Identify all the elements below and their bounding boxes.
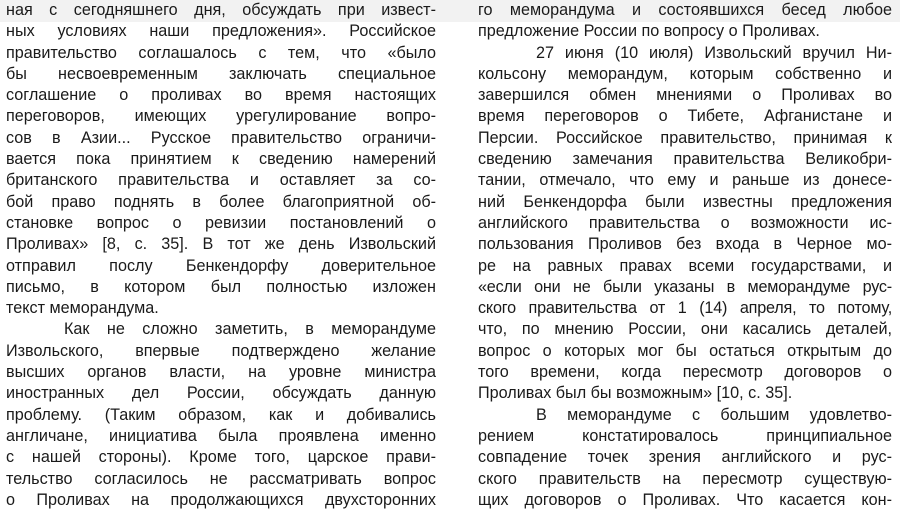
text-line: вопрос о которых мог бы остаться открытым до xyxy=(478,341,892,360)
left-text-column xyxy=(6,0,436,511)
text-line: проблему. (Таким образом, как и добивались xyxy=(6,405,436,424)
text-line: правительство соглашалось с тем, что «было xyxy=(6,43,436,62)
text-line: рением констатировалось принципиальное xyxy=(478,426,892,445)
text-line: высших органов власти, на уровне министра xyxy=(6,363,436,382)
text-line: того времени, когда пересмотр договоров о xyxy=(478,363,892,382)
text-line: Проливах» [8, с. 35]. В тот же день Извольский xyxy=(6,235,436,254)
text-line: Извольского, впервые подтверждено желание xyxy=(6,341,436,360)
text-line: бой право поднять в более благоприятной об- xyxy=(6,192,436,211)
text-line: письмо, в котором был полностью изложен xyxy=(6,277,436,296)
text-line: сведению замечания правительства Великобри- xyxy=(478,150,892,169)
right-text-column xyxy=(478,0,892,511)
text-line: соглашение о проливах во время настоящих xyxy=(6,86,436,105)
text-line: кольсону меморандум, которым собственно и xyxy=(478,64,892,83)
text-line: переговоров, имеющих урегулирование вопро- xyxy=(6,107,436,126)
text-line: сов в Азии... Русское правительство ограничи- xyxy=(6,128,436,147)
paragraph-first-line: Как не сложно заметить, в меморандуме xyxy=(64,320,436,339)
text-line: о Проливах на продолжающихся двухсторонних xyxy=(6,490,436,509)
text-line: отправил послу Бенкендорфу доверительное xyxy=(6,256,436,275)
text-line: тельство согласилось не рассматривать вопрос xyxy=(6,469,436,488)
text-line: вается пока принятием к сведению намерений xyxy=(6,150,436,169)
text-line: что, по мнению России, они касались деталей, xyxy=(478,320,892,339)
text-line: английского правительства о возможности ис- xyxy=(478,213,892,232)
text-line: британского правительства и оставляет за со- xyxy=(6,171,436,190)
text-line: ского правительств на пересмотр существую- xyxy=(478,469,892,488)
text-line: англичане, инициатива была проявлена именно xyxy=(6,426,436,445)
text-line: ского правительства от 1 (14) апреля, то потому, xyxy=(478,299,892,318)
text-line: ная с сегодняшнего дня, обсуждать при извест- xyxy=(6,1,436,19)
paragraph-first-line: В меморандуме с большим удовлетво- xyxy=(536,405,892,424)
text-line: щих договоров о Проливах. Что касается кон- xyxy=(478,490,892,509)
text-line: ний Бенкендорфа были известны предложения xyxy=(478,192,892,211)
text-line: предложение России по вопросу о Проливах. xyxy=(478,22,820,41)
text-line: завершился обмен мнениями о Проливах во xyxy=(478,86,892,105)
text-line: иностранных дел России, обсуждать данную xyxy=(6,384,436,403)
text-line: ре на равных правах всеми государствами, и xyxy=(478,256,892,275)
text-line: текст меморандума. xyxy=(6,299,159,318)
text-line: «если они не были указаны в меморандуме рус- xyxy=(478,277,892,296)
text-line: Персии. Российское правительство, принимая к xyxy=(478,128,892,147)
text-line: пользования Проливов без входа в Черное мо- xyxy=(478,235,892,254)
text-line: го меморандума и состоявшихся бесед любое xyxy=(478,1,892,19)
text-line: Проливах был бы возможным» [10, с. 35]. xyxy=(478,384,793,403)
text-line: ных условиях наши предложения». Российское xyxy=(6,22,436,41)
paragraph-first-line: 27 июня (10 июля) Извольский вручил Ни- xyxy=(536,43,892,62)
text-line: с нашей стороны). Кроме того, царское прави- xyxy=(6,448,436,467)
text-line: время переговоров о Тибете, Афганистане и xyxy=(478,107,892,126)
text-line: бы несвоевременным заключать специальное xyxy=(6,64,436,83)
text-line: становке вопрос о ревизии постановлений о xyxy=(6,213,436,232)
text-line: совпадение точек зрения английского и рус- xyxy=(478,448,892,467)
text-line: тании, отмечало, что ему и раньше из донесе- xyxy=(478,171,892,190)
